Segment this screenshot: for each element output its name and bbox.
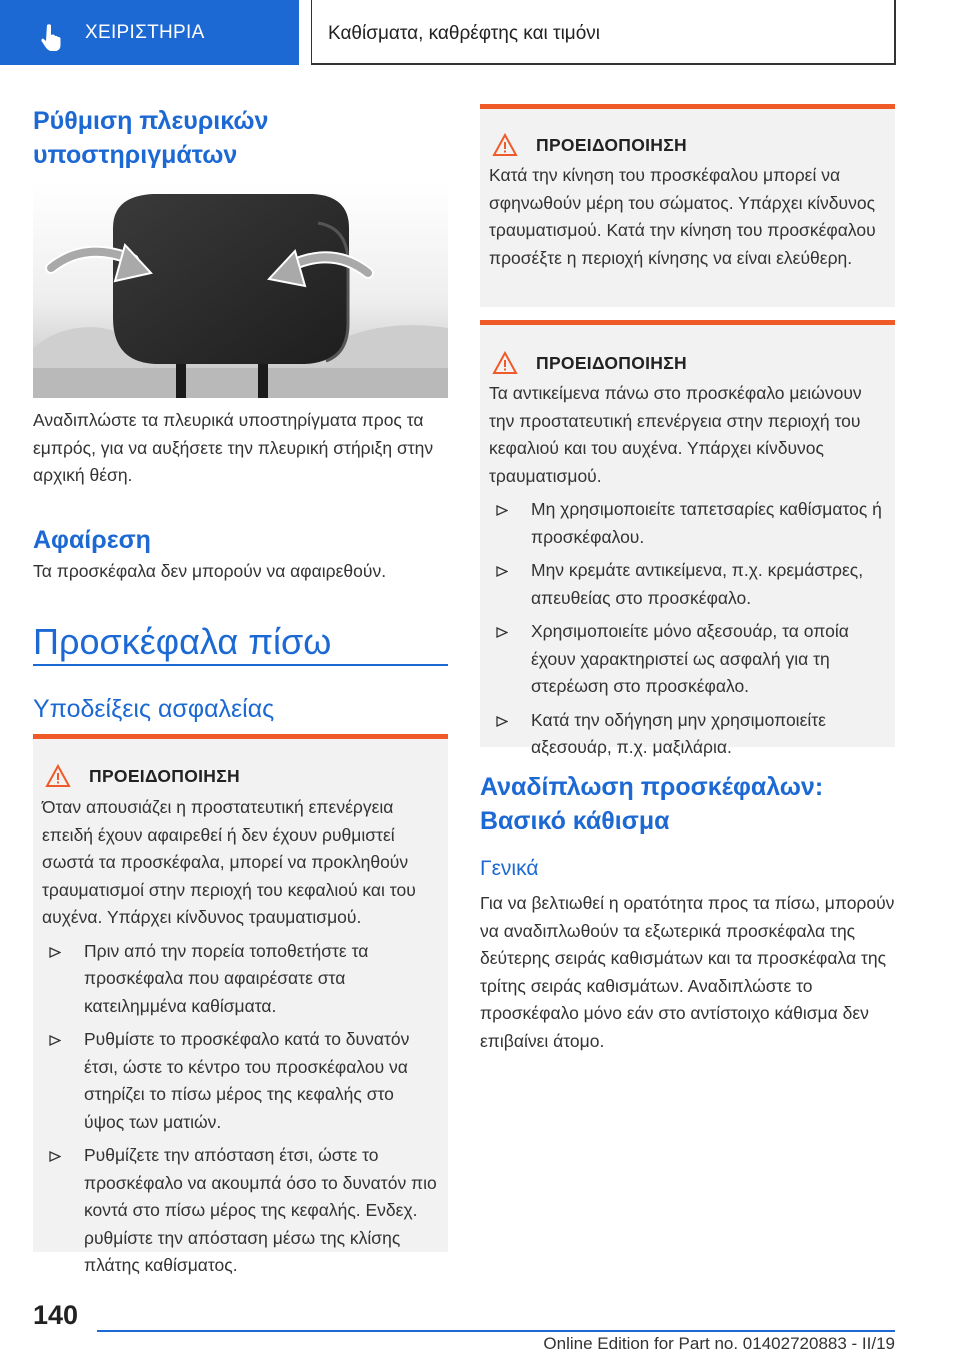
warning-bullet: [42, 1142, 438, 1280]
warning-bullet: [42, 938, 438, 1021]
warning-triangle-icon: [492, 133, 518, 157]
bullet-triangle-icon: [49, 947, 61, 958]
warning-heading: ΠΡΟΕΙΔΟΠΟΙΗΣΗ: [536, 353, 687, 373]
warning-heading: ΠΡΟΕΙΔΟΠΟΙΗΣΗ: [536, 135, 687, 155]
page-number: 140: [33, 1300, 79, 1330]
warning-bullet-text: Πριν από την πορεία τοποθετήστε τα προσκέφαλα που αφαιρέσατε στα κατειλημμένα καθίσματα.: [84, 940, 369, 1016]
footer-divider: [97, 1330, 895, 1332]
warning-box-objects: [480, 320, 895, 757]
headrest-photo: [33, 183, 448, 398]
warning-text: Κατά την κίνηση του προσκέφαλου μπορεί να σφηνωθούν μέρη του σώματος. Υπάρχει κίνδυνος τραυματισμού. Κατά την κίνηση του προσκέφαλου προσέξτε η περιοχή κίνησης να είναι ελεύθερη.: [489, 165, 876, 268]
warning-heading: ΠΡΟΕΙΔΟΠΟΙΗΣΗ: [89, 766, 240, 786]
general-text: Για να βελτιωθεί η ορατότητα προς τα πίσω, μπορούν να αναδιπλωθούν τα εξωτερικά προσκέφαλα της δεύτερης σειράς καθισμάτων και τα προσκέφαλα της τρίτης σειράς καθισμάτων. Αναδιπλώστε το προσκέφαλο μόνο εάν στο αντίστοιχο κάθισμα δεν επιβαίνει άτομο.: [480, 893, 895, 1051]
bullet-triangle-icon: [496, 716, 508, 727]
warning-bullet-text: Μη χρησιμοποιείτε ταπετσαρίες καθίσματος ή προσκέφαλου.: [531, 499, 882, 547]
warning-box-rear: [33, 734, 448, 1275]
breadcrumb: [311, 0, 896, 65]
warning-bullet-text: Ρυθμίστε το προσκέφαλο κατά το δυνατόν έτσι, ώστε το κέντρο του προσκέφαλου να στηρίζει το πίσω μέρος της κεφαλής στο ύψος των ματιών.: [84, 1029, 410, 1132]
rear-headrests-title: Προσκέφαλα πίσω: [33, 621, 332, 662]
chapter-tab-label: ΧΕΙΡΙΣΤΗΡΙΑ: [85, 22, 205, 43]
side-supports-text: Αναδιπλώστε τα πλευρικά υποστηρίγματα προς τα εμπρός, για να αυξήσετε την πλευρική στήριξη στην αρχική θέση.: [33, 410, 434, 485]
safety-notes-title: Υποδείξεις ασφαλείας: [33, 695, 275, 723]
fold-headrests-title: Αναδίπλωση προσκέφαλων: Βασικό κάθισμα: [480, 773, 824, 835]
edition-note: Online Edition for Part no. 01402720883 - II/19: [543, 1334, 895, 1353]
bullet-triangle-icon: [496, 627, 508, 638]
bullet-triangle-icon: [496, 566, 508, 577]
warning-triangle-icon: [45, 764, 71, 788]
warning-bullet-text: Ρυθμίζετε την απόσταση έτσι, ώστε το προσκέφαλο να ακουμπά όσο το δυνατόν πιο κοντά στο πίσω μέρος της κεφαλής. Ενδεχ. ρυθμίστε την απόσταση μέσω της κλίσης πλάτης καθίσματος.: [84, 1145, 437, 1275]
warning-text: Τα αντικείμενα πάνω στο προσκέφαλο μειώνουν την προστατευτική επενέργεια στην περιοχή του κεφαλιού και του αυχένα. Υπάρχει κίνδυνος τραυματισμού.: [489, 383, 862, 486]
warning-bullet: [42, 1026, 438, 1136]
warning-bullet: [489, 557, 885, 612]
warning-bullet: [489, 618, 885, 701]
warning-bullet-text: Κατά την οδήγηση μην χρησιμοποιείτε αξεσουάρ, π.χ. μαξιλάρια.: [531, 709, 826, 757]
pointing-hand-icon: [38, 22, 68, 52]
headrest-illustration: [33, 183, 448, 398]
bullet-triangle-icon: [49, 1035, 61, 1046]
warning-bullet-text: Χρησιμοποιείτε μόνο αξεσουάρ, τα οποία έχουν χαρακτηριστεί ως ασφαλή για τη στερέωση στο προσκέφαλο.: [531, 621, 849, 696]
removal-text: Τα προσκέφαλα δεν μπορούν να αφαιρεθούν.: [33, 561, 387, 581]
warning-box-movement: [480, 104, 895, 307]
removal-title: Αφαίρεση: [33, 526, 151, 554]
warning-bullet: [489, 707, 885, 762]
warning-triangle-icon: [492, 351, 518, 375]
breadcrumb-text: Καθίσματα, καθρέφτης και τιμόνι: [328, 23, 601, 44]
chapter-tab[interactable]: [0, 0, 299, 65]
warning-text: Όταν απουσιάζει η προστατευτική επενέργεια επειδή έχουν αφαιρεθεί ή δεν έχουν ρυθμιστεί σωστά τα προσκέφαλα, μπορεί να προκληθούν τραυματισμοί στην περιοχή του κεφαλιού και του αυχένα. Υπάρχει κίνδυνος τραυματισμού.: [42, 797, 416, 927]
warning-bullet-text: Μην κρεμάτε αντικείμενα, π.χ. κρεμάστρες, απευθείας στο προσκέφαλο.: [531, 560, 864, 608]
general-title: Γενικά: [480, 857, 539, 880]
section-divider: [33, 664, 448, 666]
warning-bullet: [489, 496, 885, 551]
bullet-triangle-icon: [496, 505, 508, 516]
side-supports-title: Ρύθμιση πλευρικών υποστηριγμάτων: [33, 107, 269, 169]
bullet-triangle-icon: [49, 1151, 61, 1162]
